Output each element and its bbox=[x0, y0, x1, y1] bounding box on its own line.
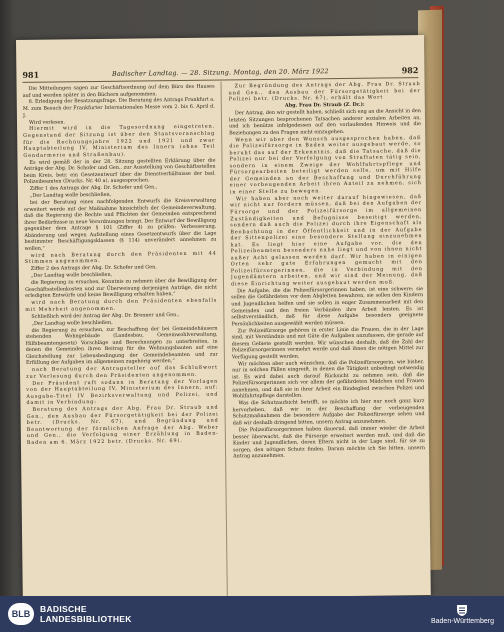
paragraph: Es wird gemäß der in der 28. Sitzung gestellten Erklärung über die Anträge der Abg. Dr. Schofer und Gen., zur Ausstellung von Geschäftsstellen beim Kreis, betr. ein Gesetzentwurf über die Dienstverhältnisse der bad. Polizeibeamten (Drucks. Nr. 40 a), ausgesprochen. bbox=[23, 157, 216, 186]
library-name bbox=[40, 604, 132, 624]
paragraph: wird nach Beratung durch den Präsidenten mit 44 Stimmen angenommen. bbox=[24, 250, 217, 266]
paragraph: bei der Beratung eines nachfolgenden Entwurfs die Kreisverwaltung erweitert werde mit der Maßnahme hinsichtlich der Gemeindeverwaltung, daß die Regierung die Rechte und Pflichten der Gemeinden entsprechend ihrer Bedürfnisse in neue Verordnungen bringt. Der Entwurf der Bewilligung gegenüber dem Antrage § 101 (Ziffer 4) zu prüfen: Verbesserung, Abänderung und wegen Aufstellung eines Gesetzentwurfs über die Lage bestimmter Beschäftigungsklassen (§ 114) unverändert annehmen zu wollen,“ bbox=[24, 197, 217, 252]
paragraph: Schließlich wird der Antrag der Abg. Dr. Brenner und Gen., bbox=[31, 311, 180, 320]
paragraph: Abg. Frau Dr. Straub (Z. Dr.): bbox=[284, 101, 365, 109]
running-head: Badischer Landtag. — 28. Sitzung. Montag, den 20. März 1922 bbox=[111, 67, 329, 78]
paragraph: 8. Erledigung der Besatzungsfrage. Die Beratung des Antrags Frankfurt a. M. zum Besuch der Frankfurter Internationalen Messe vom 2. bis 6. April d. J. bbox=[22, 97, 215, 119]
paragraph: Was die Schutzaufsicht betrifft, so möchte ich hier nur noch ganz kurz hervorheben, daß wir in der Beschaffung der vorbeugenden Schutzmaßnahmen die besondere Aufgabe der Polizeifürsorge sehen und daß wir deshalb dringend bitten, unsern Antrag anzunehmen. bbox=[232, 398, 425, 427]
left-page-number: 981 bbox=[22, 69, 40, 80]
paragraph: Der Präsident ruft sodann in Beratung der Vorlagen von der Hauptabteilung IV, Ministerium des Innern, auf: Ausgabe-Titel IV Bezirksverwaltung und Polizei, und damit in Verbindung: bbox=[26, 378, 219, 407]
right-page-number: 982 bbox=[401, 65, 419, 76]
paragraph: die Regierung zu ersuchen, zur Beschaffung der bei Gemeindehäusern stehenden Wohngebäude (Landesbau, Gemeinwohlverwaltung, Hilfsbeamtengesetz) Vorschläge und Berechnungen zu unterbreiten, in denen die Gemeinden ihren Beitrag für die Wohnungsbauten auf eine Gleichstellung zur Lebensbedingung der Gemeindebeamten und zur Erfüllung der Aufgaben im allgemeinen zugehörig werden,“ bbox=[25, 325, 218, 367]
right-column bbox=[229, 81, 426, 460]
column-divider bbox=[221, 81, 228, 613]
paragraph: Wird verlesen. bbox=[28, 118, 66, 126]
paragraph: Zur Polizeifürsorge gehören in erster Linie die Frauen, die in der Lage sind, mit Verständnis und mit Güte die Aufgaben anzufassen, die gerade auf diesem Gebiete gestellt werden. Wir wünschen deshalb, daß die Zahl der Polizeifürsorgerinnen vermehrt werde und daß ihnen die nötigen Mittel zur Verfügung gestellt werden. bbox=[231, 325, 424, 361]
paragraph: Ziffer 2 des Antrags der Abg. Dr. Schofer und Gen. bbox=[30, 264, 157, 273]
paragraph: nach Beratung der Antragsteller auf das Schlußwort zur Verlesung durch den Präsidenten angenommen. bbox=[26, 364, 219, 380]
paragraph: die Regierung zu ersuchen, Kenntnis zu nehmen über die Bewilligung der Geschäftsstellenkosten und zur Überweisung derjenigen Anträge, die nicht erledigten Entwürfe und keine Bewilligung erhalten haben,“ bbox=[25, 277, 218, 300]
paragraph: Die Mitteilungen sagen zur Geschäftsordnung auf dem Büro des Hauses auf und werden später in den Büchern aufgenommen. bbox=[22, 83, 215, 99]
state-name: Baden-Württemberg bbox=[430, 618, 494, 625]
state-brand[interactable] bbox=[431, 603, 494, 625]
paragraph: Ziffer 1 des Antrags der Abg. Dr. Schofer und Gen., bbox=[29, 184, 158, 192]
paragraph: „Der Landtag wolle beschließen, bbox=[30, 272, 113, 280]
footer-bar bbox=[0, 596, 504, 632]
library-brand[interactable] bbox=[8, 603, 132, 625]
paragraph: Zur Begründung des Antrags der Abg. Frau Dr. Straub und Gen., den Ausbau der Fürsorgetätigkeit bei der Polizei betr. (Drucks. Nr. 67), erhält das Wort bbox=[228, 81, 421, 103]
blb-logo-icon: BLB bbox=[8, 603, 34, 625]
paragraph: Wir möchten aber auch wünschen, daß die Polizeifürsorgerin, wie bisher, nur in solchen Fällen eingreift, in denen die Tätigkeit unbedingt notwendig ist. Es wird dabei auch darauf Rücksicht zu nehmen sein, daß die Polizeifürsorgerinnen sich vor allem der gefährdeten Mädchen und Frauen annehmen, und daß sie in ihrer Arbeit ein Bindeglied zwischen Polizei und Wohlfahrtspflege darstellen. bbox=[232, 358, 425, 400]
paragraph: „Der Landtag wolle beschließen, bbox=[31, 319, 113, 327]
paragraph: Die Aufgabe, die die Polizeifürsorgerinnen haben, ist eine schwere; sie sollen die Gefährdeten vor dem Abgleiten bewahren, sie sollen den Kindern und Jugendlichen helfen und sie sollen in enger Zusammenarbeit mit den Gemeinden und den freien Verbänden ihre Arbeit leisten. Es ist selbstverständlich, daß für diese Aufgabe besonders geeignete Persönlichkeiten ausgewählt werden müssen. bbox=[231, 285, 424, 328]
paragraph: Die Polizeifürsorgerinnen haben dauernd, daß immer wieder die Arbeit besser überwacht, daß die Fürsorge erweitert werden muß, und daß die Kinder und Jugendlichen, deren Eltern nicht in der Lage sind, für sie zu sorgen, den nötigen Schutz finden. Darum möchte ich Sie bitten, unsern Antrag anzunehmen. bbox=[232, 424, 426, 460]
library-name-line1: BADISCHE bbox=[40, 604, 87, 614]
left-column bbox=[23, 84, 219, 447]
paragraph: Hiermit wird in die Tagesordnung eingetreten. Gegenstand der Sitzung ist über den Staatsvoranschlag für die Rechnungsjahre 1922 und 1921 und zwar Hauptabteilung IV, Ministerium des Innern (ohne Teil Gendarmerie und Straßenbau). bbox=[23, 124, 216, 159]
paragraph: Der Antrag, den wir gestellt haben, schließt sich eng an die Ansicht in den letzten Sitzungen besprochenen Tatsachen anderer sozialen Arbeiten an, und ich benütze infolgedessen auf den vorlaufenden Hinweis und die Beziehungen zu den Fragen nicht einzugehen. bbox=[228, 108, 422, 137]
paragraph: Wenn wir aber den Wunsch ausgesprochen haben, daß die Polizeifürsorge in Baden weiter ausgebaut werde, so beruht das auf der Erkenntnis, daß die Tatsache, daß die Polizei nur bei der Verfolgung von Straftaten tätig sein, sondern in einem Zweige der Wohlfahrtspflege und Fürsorgearbeiten beteiligt werden solle, um mit Hilfe der Gemeinden an der Beschaffung und Durchführung einer vorbeugenden Arbeit ihren Anteil zu nehmen, sich in einer Stelle zu bewegen. bbox=[229, 134, 422, 196]
document-page bbox=[16, 35, 431, 600]
paragraph: wird nach Beratung durch den Präsidenten ebenfalls mit Mehrheit angenommen. bbox=[25, 297, 218, 313]
state-crest-icon bbox=[455, 603, 469, 617]
paragraph: Beratung des Antrags der Abg. Frau Dr. Straub und Gen., den Ausbau der Fürsorgetätigkeit bei der Polizei betr. (Drucks. Nr. 67), und Begründung und Beantwortung der förmlichen Anfrage der Abg. Weber und Gen., die Verfolgung einer Erzählung in Baden-Baden am 6. März 1922 betr. (Drucks. Nr. 69). bbox=[26, 404, 219, 446]
paragraph: Wir haben aber noch weiter darauf hingewiesen, daß wir nicht nur fordern müssen, daß bei den Aufgaben der Fürsorge und der Polizeifürsorge im allgemeinen Zuständigkeiten und Befugnisse beseitigt werden, sondern daß auch die Polizei durch ihre Eigenschaft als Beobachtung in der Öffentlichkeit und in der Aufgabe der Sittenpolizei eine besondere Stellung einzunehmen hat. Es liegt hier eine Aufgabe vor, die den Polizeibeamten besonders nahe liegt und von ihnen nicht außer Acht gelassen werden darf. Wir haben in einigen Orten sehr gute Erfahrungen gemacht mit den Polizeifürsorgerinnen, die in Verbindung mit den Jugendämtern arbeiten, und wir sind der Meinung, daß diese Einrichtung weiter ausgebaut werden muß. bbox=[230, 193, 423, 288]
library-name-line2: LANDESBIBLIOTHEK bbox=[40, 614, 132, 624]
paragraph: „Der Landtag wolle beschließen, bbox=[29, 191, 112, 199]
